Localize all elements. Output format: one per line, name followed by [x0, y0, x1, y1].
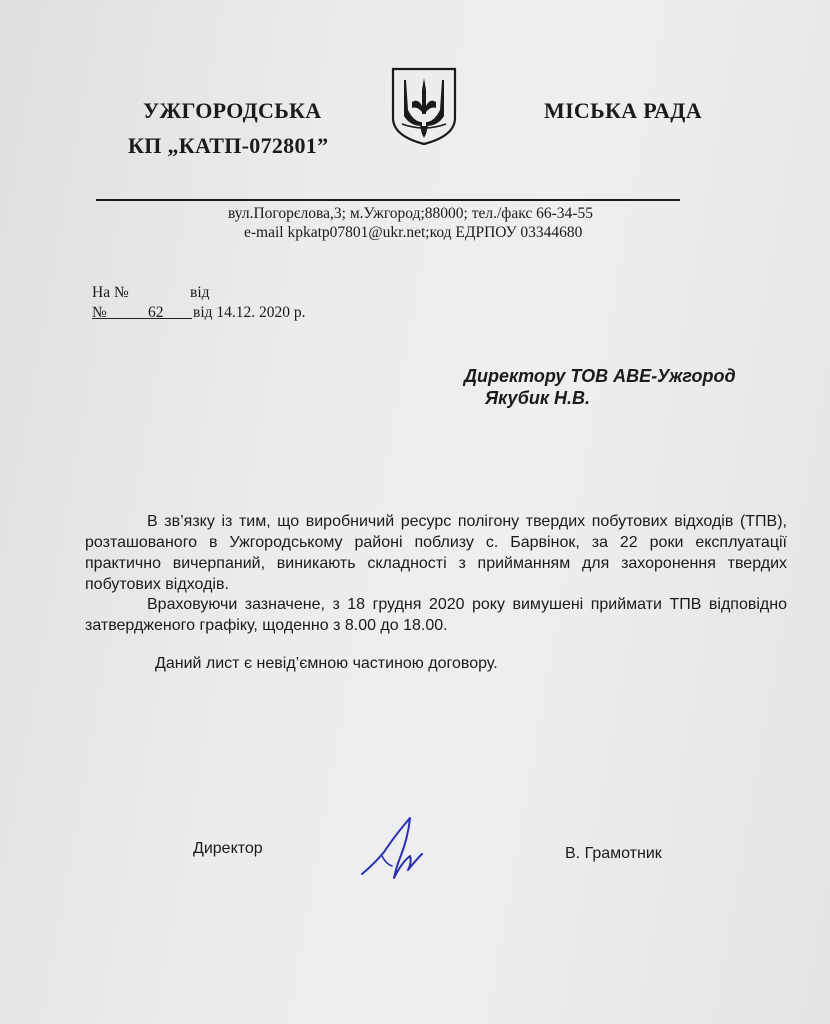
ref-outgoing-number: 62 — [148, 304, 164, 321]
ref-outgoing-date: від 14.12. 2020 р. — [193, 304, 306, 321]
org-name-right: МІСЬКА РАДА — [544, 98, 702, 123]
header-divider — [96, 199, 680, 201]
company-name: КП „КАТП-072801” — [128, 133, 329, 158]
address-line: вул.Погорєлова,3; м.Ужгород;88000; тел./факс 66-34-55 — [228, 205, 593, 222]
addressee-line2: Якубик Н.В. — [485, 388, 590, 408]
body-paragraph-2: Враховуючи зазначене, з 18 грудня 2020 року вимушені приймати ТПВ відповідно затвердженого графіку, щоденно з 8.00 до 18.00. — [85, 596, 787, 634]
addressee-line1: Директору ТОВ АВЕ-Ужгород — [464, 366, 736, 386]
ref-number-underline — [92, 318, 192, 319]
body-paragraph-3: Даний лист є невід’ємною частиною договору. — [155, 655, 498, 672]
ref-outgoing-no-label: № — [92, 304, 107, 321]
body-paragraph-1: В зв’язку із тим, що виробничий ресурс полігону твердих побутових відходів (ТПВ), розташованого в Ужгородському районі поблизу с. Барвінок, за 22 роки експлуатації практично вичерпаний, виникають складності з прийманням для захоронення твердих побутових відходів. — [85, 513, 787, 593]
ref-incoming-date-label: від — [190, 284, 210, 301]
trident-coat-of-arms-icon — [390, 66, 458, 146]
ref-incoming-no-label: На № — [92, 284, 129, 301]
signer-name: В. Грамотник — [565, 845, 662, 862]
email-line: e-mail kpkatp07801@ukr.net;код ЕДРПОУ 03344680 — [244, 224, 583, 241]
org-name-left: УЖГОРОДСЬКА — [143, 98, 322, 123]
signer-title: Директор — [193, 840, 263, 857]
handwritten-signature-icon — [356, 812, 428, 886]
